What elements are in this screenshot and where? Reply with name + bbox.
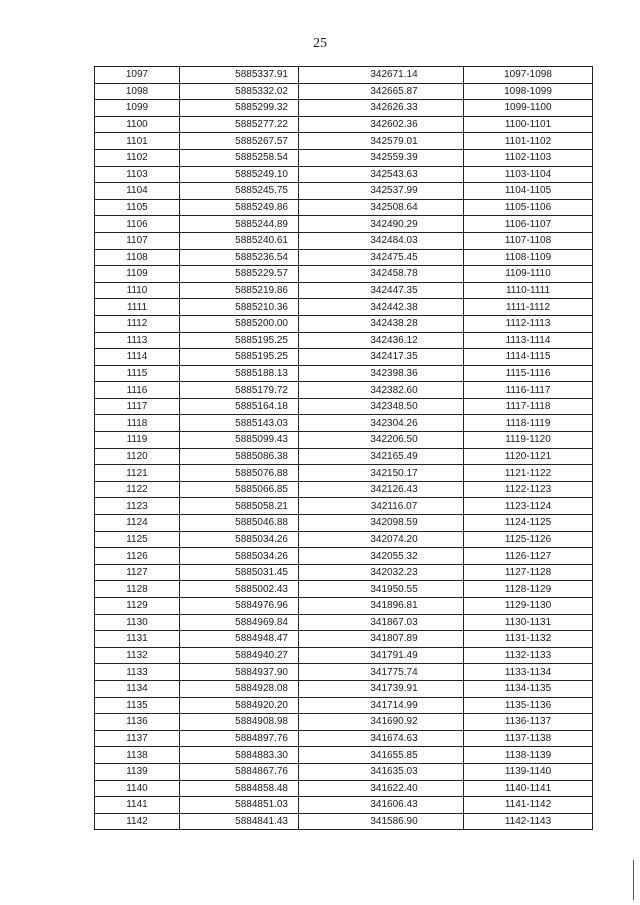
point-number-cell: 1104 [95,183,180,200]
x-coordinate-cell: 5885002.43 [180,581,299,598]
coordinates-table-body [95,67,593,830]
y-coordinate-cell: 342543.63 [299,166,464,183]
y-coordinate-cell: 342579.01 [299,133,464,150]
y-coordinate-cell: 341867.03 [299,614,464,631]
point-number-cell: 1127 [95,564,180,581]
table-row [95,100,593,117]
y-coordinate-cell: 341606.43 [299,797,464,814]
y-coordinate-cell: 342436.12 [299,332,464,349]
point-number-cell: 1126 [95,548,180,565]
point-number-cell: 1125 [95,531,180,548]
segment-cell: 1120-1121 [464,448,593,465]
x-coordinate-cell: 5885244.89 [180,216,299,233]
x-coordinate-cell: 5884897.76 [180,730,299,747]
y-coordinate-cell: 341791.49 [299,647,464,664]
y-coordinate-cell: 341714.99 [299,697,464,714]
segment-cell: 1107-1108 [464,232,593,249]
table-row [95,581,593,598]
x-coordinate-cell: 5885164.18 [180,398,299,415]
point-number-cell: 1108 [95,249,180,266]
table-row [95,797,593,814]
y-coordinate-cell: 342559.39 [299,149,464,166]
point-number-cell: 1122 [95,481,180,498]
table-row [95,531,593,548]
table-row [95,730,593,747]
segment-cell: 1140-1141 [464,780,593,797]
table-row [95,481,593,498]
point-number-cell: 1141 [95,797,180,814]
x-coordinate-cell: 5884883.30 [180,747,299,764]
segment-cell: 1106-1107 [464,216,593,233]
table-row [95,216,593,233]
point-number-cell: 1137 [95,730,180,747]
x-coordinate-cell: 5884937.90 [180,664,299,681]
point-number-cell: 1128 [95,581,180,598]
x-coordinate-cell: 5885034.26 [180,548,299,565]
table-row [95,631,593,648]
table-row [95,266,593,283]
coordinates-table [94,66,593,830]
table-row [95,299,593,316]
y-coordinate-cell: 342484.03 [299,232,464,249]
table-row [95,415,593,432]
segment-cell: 1125-1126 [464,531,593,548]
x-coordinate-cell: 5885188.13 [180,365,299,382]
segment-cell: 1133-1134 [464,664,593,681]
point-number-cell: 1142 [95,813,180,830]
table-row [95,664,593,681]
point-number-cell: 1111 [95,299,180,316]
x-coordinate-cell: 5884920.20 [180,697,299,714]
table-row [95,564,593,581]
table-row [95,382,593,399]
y-coordinate-cell: 342304.26 [299,415,464,432]
y-coordinate-cell: 342665.87 [299,83,464,100]
coordinates-table-container [94,66,576,830]
point-number-cell: 1132 [95,647,180,664]
table-row [95,515,593,532]
x-coordinate-cell: 5885249.86 [180,199,299,216]
segment-cell: 1102-1103 [464,149,593,166]
segment-cell: 1124-1125 [464,515,593,532]
x-coordinate-cell: 5885076.88 [180,465,299,482]
y-coordinate-cell: 342438.28 [299,315,464,332]
table-row [95,183,593,200]
segment-cell: 1114-1115 [464,349,593,366]
point-number-cell: 1097 [95,67,180,84]
point-number-cell: 1113 [95,332,180,349]
table-row [95,67,593,84]
point-number-cell: 1114 [95,349,180,366]
table-row [95,282,593,299]
segment-cell: 1097-1098 [464,67,593,84]
segment-cell: 1119-1120 [464,432,593,449]
x-coordinate-cell: 5885229.57 [180,266,299,283]
x-coordinate-cell: 5885179.72 [180,382,299,399]
segment-cell: 1109-1110 [464,266,593,283]
segment-cell: 1111-1112 [464,299,593,316]
segment-cell: 1101-1102 [464,133,593,150]
segment-cell: 1104-1105 [464,183,593,200]
segment-cell: 1142-1143 [464,813,593,830]
y-coordinate-cell: 341896.81 [299,598,464,615]
x-coordinate-cell: 5885258.54 [180,149,299,166]
table-row [95,83,593,100]
y-coordinate-cell: 342537.99 [299,183,464,200]
x-coordinate-cell: 5885200.00 [180,315,299,332]
y-coordinate-cell: 342348.50 [299,398,464,415]
x-coordinate-cell: 5884940.27 [180,647,299,664]
point-number-cell: 1119 [95,432,180,449]
y-coordinate-cell: 342165.49 [299,448,464,465]
x-coordinate-cell: 5884851.03 [180,797,299,814]
x-coordinate-cell: 5884908.98 [180,714,299,731]
table-row [95,315,593,332]
x-coordinate-cell: 5884867.76 [180,763,299,780]
x-coordinate-cell: 5884948.47 [180,631,299,648]
page-number: 25 [313,36,327,51]
segment-cell: 1136-1137 [464,714,593,731]
point-number-cell: 1136 [95,714,180,731]
segment-cell: 1105-1106 [464,199,593,216]
y-coordinate-cell: 341739.91 [299,680,464,697]
table-row [95,465,593,482]
table-row [95,149,593,166]
y-coordinate-cell: 342447.35 [299,282,464,299]
x-coordinate-cell: 5885236.54 [180,249,299,266]
segment-cell: 1138-1139 [464,747,593,764]
point-number-cell: 1139 [95,763,180,780]
point-number-cell: 1103 [95,166,180,183]
table-row [95,697,593,714]
x-coordinate-cell: 5885337.91 [180,67,299,84]
y-coordinate-cell: 341586.90 [299,813,464,830]
y-coordinate-cell: 341775.74 [299,664,464,681]
segment-cell: 1123-1124 [464,498,593,515]
point-number-cell: 1133 [95,664,180,681]
point-number-cell: 1129 [95,598,180,615]
table-row [95,548,593,565]
y-coordinate-cell: 342032.23 [299,564,464,581]
point-number-cell: 1140 [95,780,180,797]
segment-cell: 1137-1138 [464,730,593,747]
point-number-cell: 1121 [95,465,180,482]
table-row [95,813,593,830]
table-row [95,349,593,366]
x-coordinate-cell: 5885277.22 [180,116,299,133]
table-row [95,332,593,349]
segment-cell: 1141-1142 [464,797,593,814]
table-row [95,498,593,515]
point-number-cell: 1110 [95,282,180,299]
y-coordinate-cell: 341635.03 [299,763,464,780]
segment-cell: 1115-1116 [464,365,593,382]
segment-cell: 1118-1119 [464,415,593,432]
y-coordinate-cell: 342508.64 [299,199,464,216]
segment-cell: 1099-1100 [464,100,593,117]
x-coordinate-cell: 5885245.75 [180,183,299,200]
y-coordinate-cell: 341674.63 [299,730,464,747]
y-coordinate-cell: 342116.07 [299,498,464,515]
table-row [95,680,593,697]
y-coordinate-cell: 342626.33 [299,100,464,117]
point-number-cell: 1100 [95,116,180,133]
table-row [95,780,593,797]
segment-cell: 1121-1122 [464,465,593,482]
table-row [95,365,593,382]
table-row [95,199,593,216]
x-coordinate-cell: 5885066.85 [180,481,299,498]
x-coordinate-cell: 5885099.43 [180,432,299,449]
x-coordinate-cell: 5884969.84 [180,614,299,631]
point-number-cell: 1135 [95,697,180,714]
y-coordinate-cell: 342126.43 [299,481,464,498]
y-coordinate-cell: 342206.50 [299,432,464,449]
point-number-cell: 1101 [95,133,180,150]
table-row [95,448,593,465]
point-number-cell: 1134 [95,680,180,697]
segment-cell: 1132-1133 [464,647,593,664]
table-row [95,398,593,415]
table-row [95,647,593,664]
y-coordinate-cell: 341950.55 [299,581,464,598]
segment-cell: 1128-1129 [464,581,593,598]
table-row [95,747,593,764]
segment-cell: 1116-1117 [464,382,593,399]
point-number-cell: 1109 [95,266,180,283]
x-coordinate-cell: 5885031.45 [180,564,299,581]
y-coordinate-cell: 342602.36 [299,116,464,133]
x-coordinate-cell: 5885195.25 [180,349,299,366]
segment-cell: 1122-1123 [464,481,593,498]
segment-cell: 1126-1127 [464,548,593,565]
y-coordinate-cell: 342150.17 [299,465,464,482]
y-coordinate-cell: 342382.60 [299,382,464,399]
point-number-cell: 1138 [95,747,180,764]
y-coordinate-cell: 342417.35 [299,349,464,366]
y-coordinate-cell: 342442.38 [299,299,464,316]
table-row [95,763,593,780]
point-number-cell: 1116 [95,382,180,399]
y-coordinate-cell: 342671.14 [299,67,464,84]
y-coordinate-cell: 342458.78 [299,266,464,283]
x-coordinate-cell: 5885086.38 [180,448,299,465]
x-coordinate-cell: 5885034.26 [180,531,299,548]
point-number-cell: 1098 [95,83,180,100]
page-edge-line [633,860,634,900]
x-coordinate-cell: 5885195.25 [180,332,299,349]
x-coordinate-cell: 5885267.57 [180,133,299,150]
table-row [95,133,593,150]
segment-cell: 1103-1104 [464,166,593,183]
segment-cell: 1131-1132 [464,631,593,648]
y-coordinate-cell: 341655.85 [299,747,464,764]
point-number-cell: 1117 [95,398,180,415]
segment-cell: 1098-1099 [464,83,593,100]
segment-cell: 1113-1114 [464,332,593,349]
table-row [95,614,593,631]
y-coordinate-cell: 341622.40 [299,780,464,797]
y-coordinate-cell: 342398.36 [299,365,464,382]
y-coordinate-cell: 341690.92 [299,714,464,731]
x-coordinate-cell: 5885299.32 [180,100,299,117]
x-coordinate-cell: 5885143.03 [180,415,299,432]
segment-cell: 1135-1136 [464,697,593,714]
segment-cell: 1129-1130 [464,598,593,615]
point-number-cell: 1099 [95,100,180,117]
table-row [95,598,593,615]
segment-cell: 1100-1101 [464,116,593,133]
x-coordinate-cell: 5885046.88 [180,515,299,532]
point-number-cell: 1130 [95,614,180,631]
y-coordinate-cell: 341807.89 [299,631,464,648]
point-number-cell: 1105 [95,199,180,216]
y-coordinate-cell: 342055.32 [299,548,464,565]
point-number-cell: 1115 [95,365,180,382]
x-coordinate-cell: 5884928.08 [180,680,299,697]
y-coordinate-cell: 342475.45 [299,249,464,266]
x-coordinate-cell: 5884976.96 [180,598,299,615]
segment-cell: 1117-1118 [464,398,593,415]
table-row [95,166,593,183]
point-number-cell: 1123 [95,498,180,515]
point-number-cell: 1124 [95,515,180,532]
segment-cell: 1130-1131 [464,614,593,631]
table-row [95,432,593,449]
point-number-cell: 1118 [95,415,180,432]
segment-cell: 1112-1113 [464,315,593,332]
segment-cell: 1134-1135 [464,680,593,697]
y-coordinate-cell: 342098.59 [299,515,464,532]
table-row [95,116,593,133]
segment-cell: 1110-1111 [464,282,593,299]
point-number-cell: 1131 [95,631,180,648]
table-row [95,249,593,266]
segment-cell: 1108-1109 [464,249,593,266]
y-coordinate-cell: 342490.29 [299,216,464,233]
x-coordinate-cell: 5884841.43 [180,813,299,830]
x-coordinate-cell: 5884858.48 [180,780,299,797]
point-number-cell: 1106 [95,216,180,233]
segment-cell: 1139-1140 [464,763,593,780]
y-coordinate-cell: 342074.20 [299,531,464,548]
x-coordinate-cell: 5885219.86 [180,282,299,299]
table-row [95,714,593,731]
x-coordinate-cell: 5885332.02 [180,83,299,100]
point-number-cell: 1120 [95,448,180,465]
x-coordinate-cell: 5885210.36 [180,299,299,316]
table-row [95,232,593,249]
point-number-cell: 1107 [95,232,180,249]
x-coordinate-cell: 5885240.61 [180,232,299,249]
x-coordinate-cell: 5885249.10 [180,166,299,183]
point-number-cell: 1112 [95,315,180,332]
x-coordinate-cell: 5885058.21 [180,498,299,515]
segment-cell: 1127-1128 [464,564,593,581]
point-number-cell: 1102 [95,149,180,166]
